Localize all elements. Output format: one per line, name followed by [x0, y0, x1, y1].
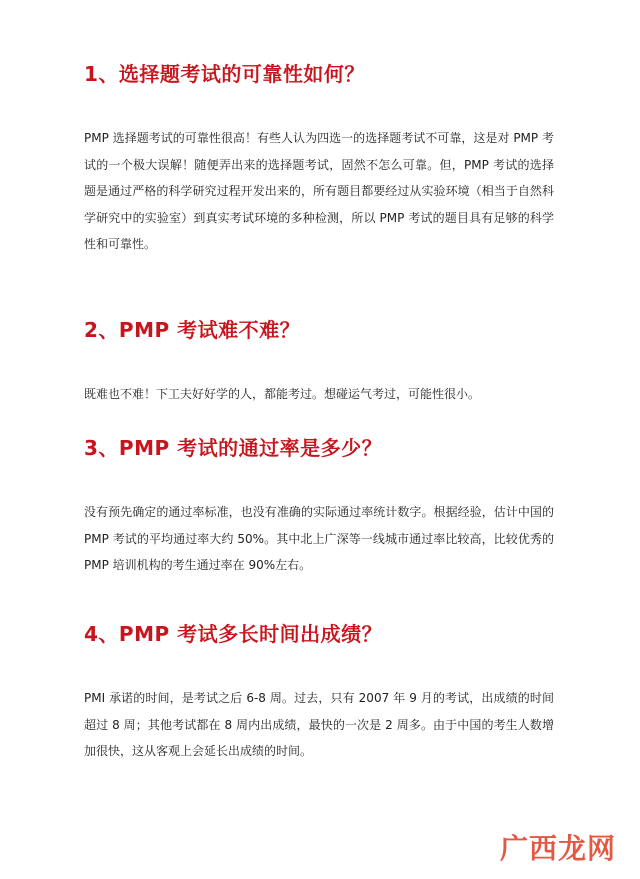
section-body: 既难也不难！下工夫好好学的人，都能考过。想碰运气考过，可能性很小。	[84, 387, 481, 401]
section-body: 没有预先确定的通过率标准，也没有准确的实际通过率统计数字。根据经验，估计中国的 PMP 考试的平均通过率大约 50%。其中北上广深等一线城市通过率比较高，比较优秀的 PMP 培训机构的考生通过率在 90%左右。	[84, 505, 554, 572]
section-difficulty	[84, 316, 554, 408]
section-body: PMP 选择题考试的可靠性很高！有些人认为四选一的选择题考试不可靠，这是对 PMP 考试的一个极大误解！随便弄出来的选择题考试，固然不怎么可靠。但，PMP 考试的选择题是通过严格的科学研究过程开发出来的，所有题目都要经过从实验环境（相当于自然科学研究中的实验室）到真实考试环境的多种检测，所以 PMP 考试的题目具有足够的科学性和可靠性。	[84, 131, 554, 251]
section-body: PMI 承诺的时间，是考试之后 6-8 周。过去，只有 2007 年 9 月的考试，出成绩的时间超过 8 周；其他考试都在 8 周内出成绩，最快的一次是 2 周多。由于中国的考生人数增加很快，这从客观上会延长出成绩的时间。	[84, 691, 554, 758]
section-heading: 1、选择题考试的可靠性如何？	[84, 62, 365, 86]
section-heading: 4、PMP 考试多长时间出成绩？	[84, 622, 383, 646]
section-reliability	[84, 60, 554, 258]
section-heading: 3、PMP 考试的通过率是多少？	[84, 436, 383, 460]
section-heading: 2、PMP 考试难不难？	[84, 318, 301, 342]
section-results-time	[84, 620, 554, 765]
section-pass-rate	[84, 434, 554, 579]
site-watermark: 广西龙网	[499, 832, 616, 865]
